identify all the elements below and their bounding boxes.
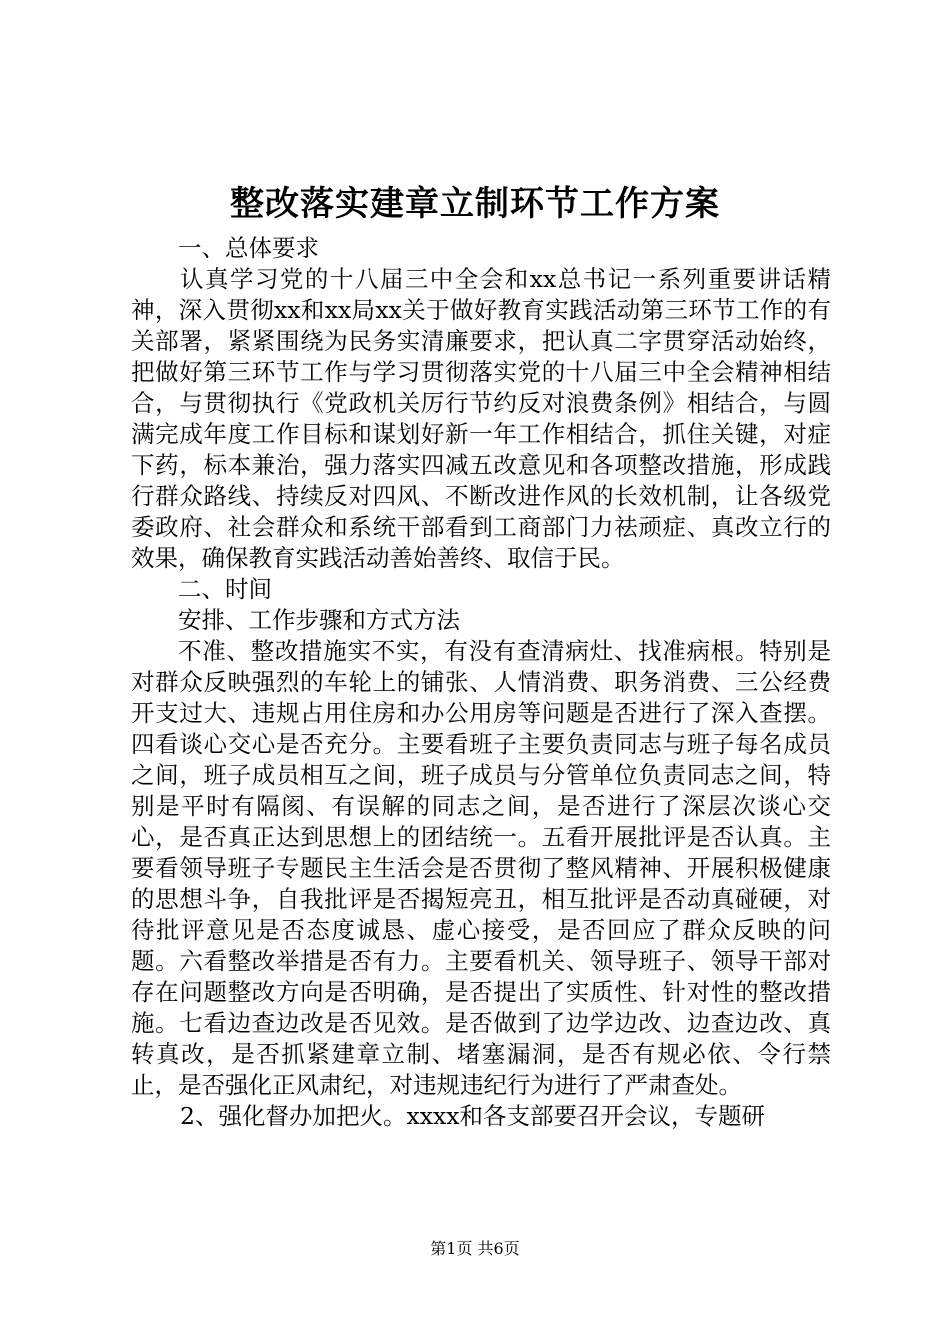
section-heading: 一、总体要求 [178, 234, 319, 262]
body-paragraph: 2、强化督办加把火。xxxx和各支部要召开会议，专题研 [180, 1102, 765, 1130]
body-paragraph: 认真学习党的十八届三中全会和xx总书记一系列重要讲话精神，深入贯彻xx和xx局xx关于做好教育实践活动第三环节工作的有关部署，紧紧围绕为民务实清廉要求，把认真二字贯穿活动始终，把做好第三环节工作与学习贯彻落实党的十八届三中全会精神相结合，与贯彻执行《党政机关厉行节约反对浪费条例》相结合，与圆满完成年度工作目标和谋划好新一年工作相结合，抓住关键，对症下药，标本兼治，强力落实四减五改意见和各项整改措施，形成践行群众路线、持续反对四风、不断改进作风的长效机制，让各级党委政府、社会群众和系统干部看到工商部门力祛顽症、真改立行的效果，确保教育实践活动善始善终、取信于民。 [131, 265, 831, 572]
document-title: 整改落实建章立制环节工作方案 [230, 184, 720, 224]
page-footer: 第1页 共6页 [430, 1239, 520, 1258]
document-body [131, 233, 831, 1132]
body-paragraph: 安排、工作步骤和方式方法 [178, 606, 460, 634]
body-paragraph: 不准、整改措施实不实，有没有查清病灶、找准病根。特别是对群众反映强烈的车轮上的铺张、人情消费、职务消费、三公经费开支过大、违规占用住房和办公用房等问题是否进行了深入查摆。四看谈心交心是否充分。主要看班子主要负责同志与班子每名成员之间，班子成员相互之间，班子成员与分管单位负责同志之间，特别是平时有隔阂、有误解的同志之间，是否进行了深层次谈心交心，是否真正达到思想上的团结统一。五看开展批评是否认真。主要看领导班子专题民主生活会是否贯彻了整风精神、开展积极健康的思想斗争，自我批评是否揭短亮丑，相互批评是否动真碰硬，对待批评意见是否态度诚恳、虚心接受，是否回应了群众反映的问题。六看整改举措是否有力。主要看机关、领导班子、领导干部对存在问题整改方向是否明确，是否提出了实质性、针对性的整改措施。七看边查边改是否见效。是否做到了边学边改、边查边改、真转真改，是否抓紧建章立制、堵塞漏洞，是否有规必依、令行禁止，是否强化正风肃纪，对违规违纪行为进行了严肃查处。 [131, 637, 831, 1099]
section-heading: 二、时间 [178, 575, 272, 603]
